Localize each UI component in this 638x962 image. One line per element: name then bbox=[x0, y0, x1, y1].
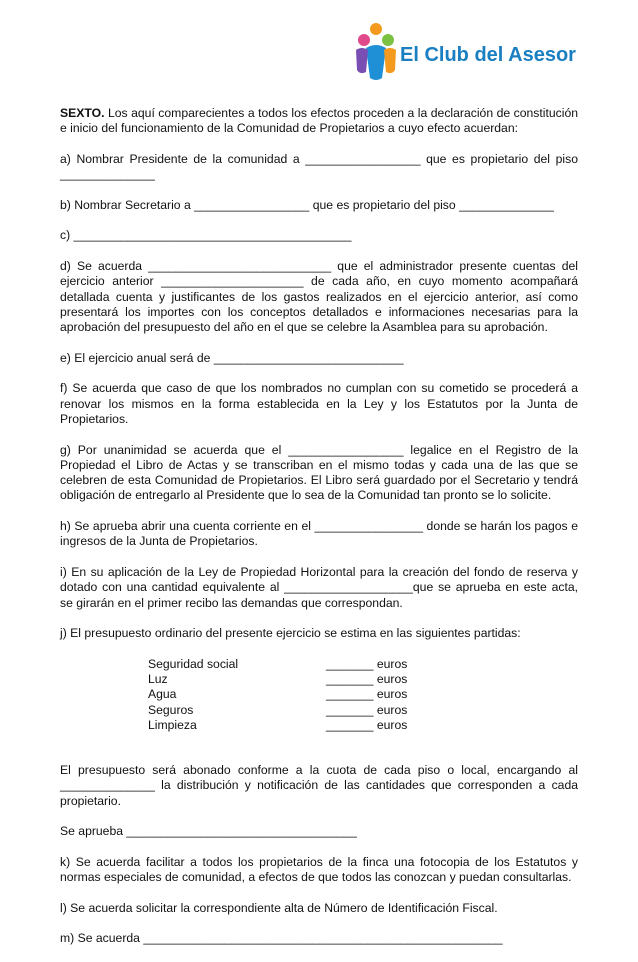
budget-amount: _______ euros bbox=[326, 687, 408, 702]
item-a: a) Nombrar Presidente de la comunidad a _________________ que es propietario del piso ______________ bbox=[60, 151, 578, 182]
budget-amount: _______ euros bbox=[326, 671, 408, 686]
budget-row bbox=[60, 687, 578, 702]
abono-paragraph: El presupuesto será abonado conforme a la cuota de cada piso o local, encargando al ______________ la distribución y notificación de las cantidades que corresponden a cada propietario. bbox=[60, 763, 578, 808]
item-m: m) Se acuerda _____________________________________________________ bbox=[60, 931, 503, 946]
item-l: l) Se acuerda solicitar la correspondiente alta de Número de Identificación Fiscal. bbox=[60, 900, 498, 915]
item-c: c) _________________________________________ bbox=[60, 228, 352, 243]
budget-row bbox=[60, 703, 578, 718]
budget-row bbox=[60, 672, 578, 687]
item-h: h) Se aprueba abrir una cuenta corriente en el ________________ donde se harán los pagos e ingresos de la Junta de Propietarios. bbox=[60, 519, 578, 549]
club-logo bbox=[352, 20, 582, 84]
budget-amount: _______ euros bbox=[326, 717, 408, 732]
budget-concept: Seguridad social bbox=[148, 656, 239, 671]
sexto-paragraph bbox=[60, 106, 578, 137]
item-e: e) El ejercicio anual será de ____________________________ bbox=[60, 350, 404, 365]
item-f: f) Se acuerda que caso de que los nombrados no cumplan con su cometido se procederá a renovar los mismos en la forma establecida en la Ley y los Estatutos por la Junta de Propietarios. bbox=[60, 381, 578, 426]
item-g: g) Por unanimidad se acuerda que el _________________ legalice en el Registro de la Propiedad el Libro de Actas y se transcriban en el mismo todas y cada una de las que se celebren de esta Comunidad de Propietarios. El Libro será guardado por el Secretario y tendrá obligación de entregarlo al Presidente que lo sea de la Comunidad tan pronto se lo solicite. bbox=[60, 442, 578, 503]
item-d: d) Se acuerda ___________________________ que el administrador presente cuentas del ejercicio anterior _____________________ de cada año, en cuyo momento acompañará detallada cuenta y justificantes de los gastos realizados en el ejercicio anterior, así como presentará los importes con los conceptos detallados e informaciones necesarias para la aprobación del presupuesto del año en el que se celebre la Asamblea para su aprobación. bbox=[60, 258, 578, 335]
aprueba-paragraph: Se aprueba __________________________________ bbox=[60, 824, 357, 839]
budget-concept: Limpieza bbox=[148, 717, 197, 732]
item-b: b) Nombrar Secretario a _________________ que es propietario del piso ______________ bbox=[60, 197, 554, 212]
budget-row bbox=[60, 718, 578, 733]
budget-concept: Seguros bbox=[148, 702, 194, 717]
item-i: i) En su aplicación de la Ley de Propiedad Horizontal para la creación del fondo de reserva y dotado con una cantidad equivalente al ___________________que se aprueba en este acta, se girarán en el primer recibo las demandas que correspondan. bbox=[60, 564, 578, 610]
logo-text: El Club del Asesor bbox=[400, 44, 576, 66]
budget-concept: Agua bbox=[148, 687, 177, 702]
sexto-text: Los aquí comparecientes a todos los efectos proceden a la declaración de constitución e inicio del funcionamiento de la Comunidad de Propietarios a cuyo efecto acuerdan: bbox=[60, 106, 578, 136]
document-body bbox=[60, 106, 578, 962]
budget-table bbox=[60, 657, 578, 733]
budget-amount: _______ euros bbox=[326, 702, 408, 717]
budget-amount: _______ euros bbox=[326, 656, 408, 671]
item-k: k) Se acuerda facilitar a todos los propietarios de la finca una fotocopia de los Estatutos y normas especiales de comunidad, a efectos de que todos las conozcan y puedan consultarlas. bbox=[60, 854, 578, 885]
budget-concept: Luz bbox=[148, 671, 168, 686]
sexto-heading: SEXTO. bbox=[60, 106, 105, 120]
budget-row bbox=[60, 657, 578, 672]
item-j: j) El presupuesto ordinario del presente ejercicio se estima en las siguientes partidas: bbox=[60, 626, 521, 641]
people-figures-icon bbox=[352, 20, 400, 84]
